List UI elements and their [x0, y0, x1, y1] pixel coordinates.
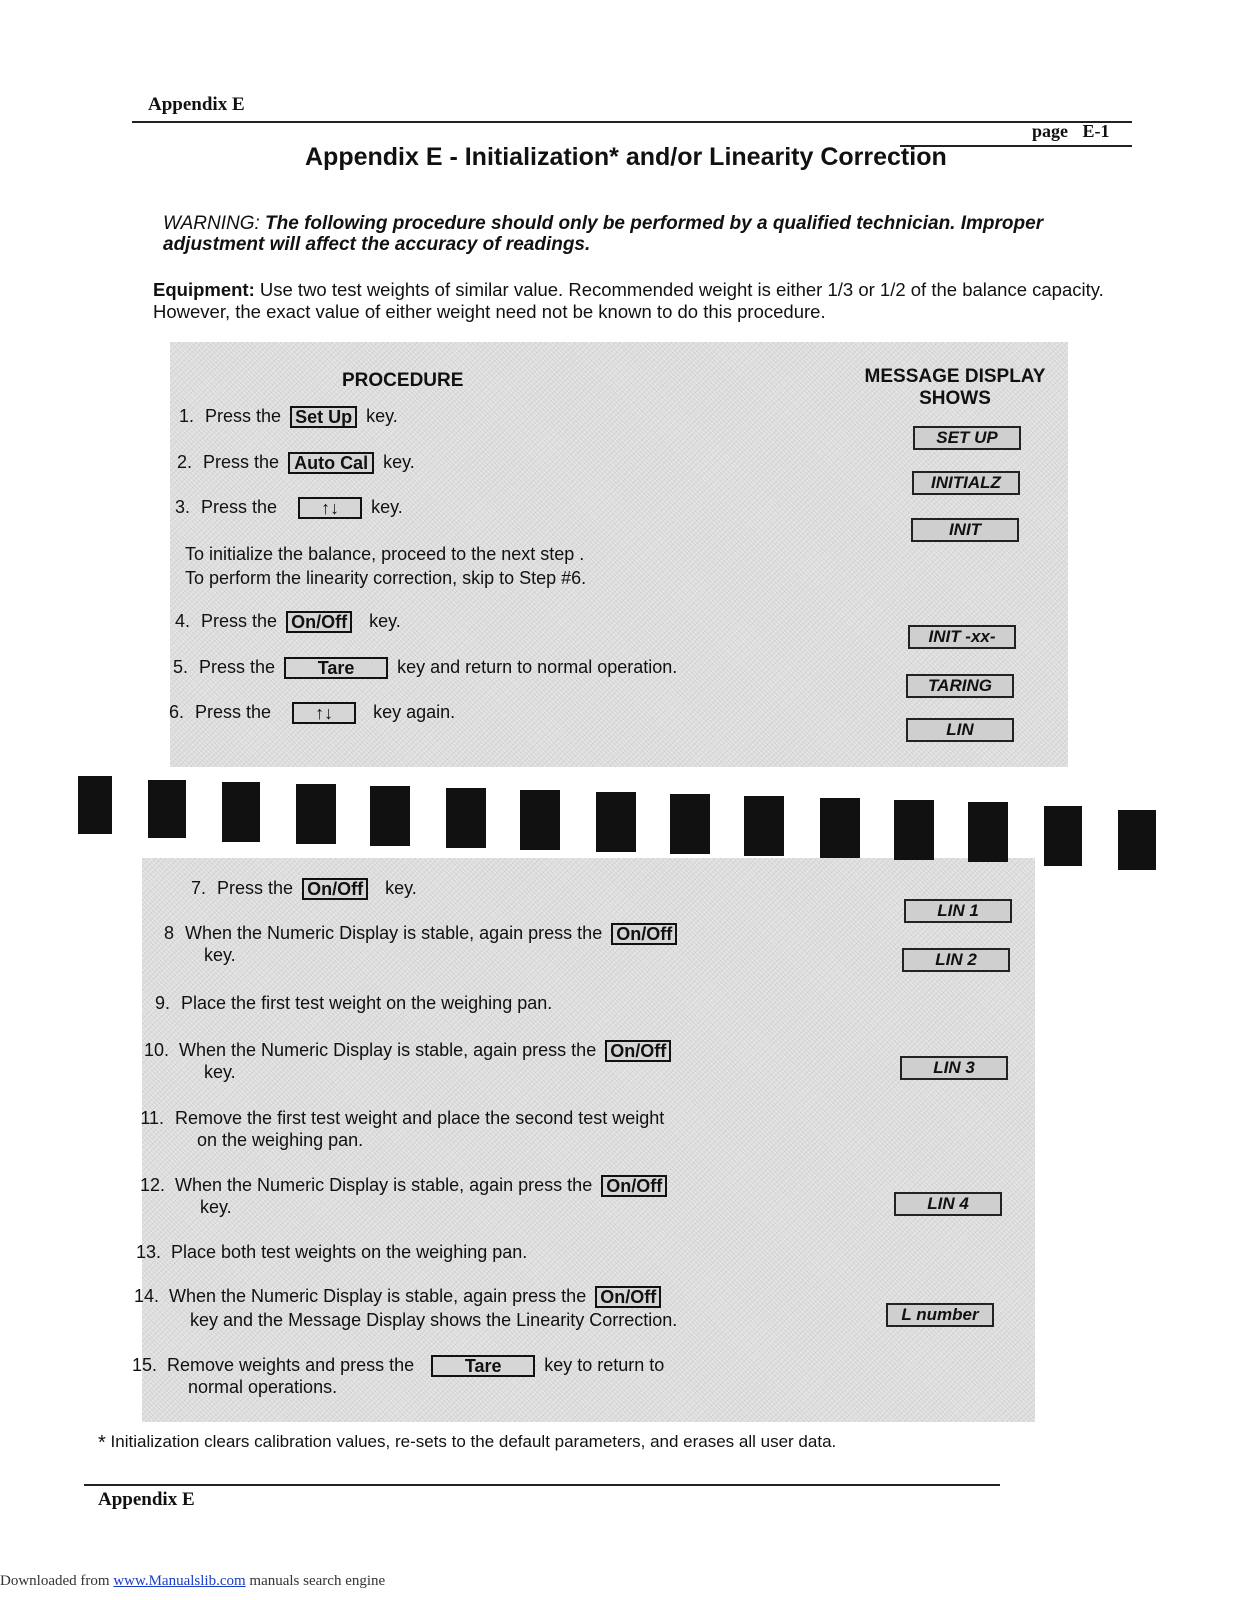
display-init: INIT [911, 518, 1019, 542]
display-taring: TARING [906, 674, 1014, 698]
step-text: Place the first test weight on the weighing pan. [181, 993, 553, 1013]
tare-key: Tare [431, 1355, 535, 1377]
step-10-continued: key. [204, 1062, 236, 1082]
step-number: 1. [178, 406, 194, 426]
step-number: 5. [172, 657, 188, 677]
step-15-continued: normal operations. [188, 1377, 338, 1397]
on-off-key: On/Off [286, 611, 352, 633]
step-text: Press the [199, 657, 276, 677]
step-11-continued: on the weighing pan. [197, 1130, 364, 1150]
scan-block [596, 792, 636, 852]
step-11 [140, 1108, 664, 1128]
step-9 [146, 993, 552, 1013]
step-text-post: key. [371, 497, 403, 517]
step-14-continued: key and the Message Display shows the Linearity Correction. [190, 1310, 678, 1330]
footnote [98, 1432, 836, 1455]
arrows-key: ↑↓ [298, 497, 362, 519]
step-6 [160, 702, 455, 724]
step-number: 7. [190, 878, 206, 898]
download-credit [0, 1573, 385, 1590]
on-off-key: On/Off [302, 878, 368, 900]
manualslib-link[interactable]: www.Manualslib.com [113, 1573, 246, 1589]
message-display-header [860, 366, 1050, 410]
step-text-post: key. [385, 878, 417, 898]
display-initialz: INITIALZ [912, 471, 1020, 495]
step-12 [140, 1175, 671, 1197]
scan-block [670, 794, 710, 854]
procedure-header: PROCEDURE [342, 370, 464, 391]
note-line-2: To perform the linearity correction, skip to Step #6. [185, 568, 587, 588]
equipment-label: Equipment: [153, 279, 255, 300]
step-text-post: key again. [373, 702, 456, 722]
step-13 [136, 1242, 527, 1262]
step-text: When the Numeric Display is stable, again press the [175, 1175, 593, 1195]
scan-block [968, 802, 1008, 862]
scan-block [296, 784, 336, 844]
step-12-continued: key. [200, 1197, 232, 1217]
tare-key: Tare [284, 657, 388, 679]
step-number: 15. [132, 1355, 158, 1375]
equipment-line-2: However, the exact value of either weight need not be known to do this procedure. [153, 301, 826, 322]
step-text: Press the [195, 702, 272, 722]
display-init-xx: INIT -xx- [908, 625, 1016, 649]
step-8 [150, 923, 681, 945]
scan-block [894, 800, 934, 860]
step-text: Remove weights and press the [167, 1355, 415, 1375]
equipment-text-1: Use two test weights of similar value. Recommended weight is either 1/3 or 1/2 of the balance capacity. [259, 279, 1104, 300]
display-lin-2: LIN 2 [902, 948, 1010, 972]
scan-block [370, 786, 410, 846]
equipment-line-1 [153, 279, 1104, 300]
step-number: 6. [168, 702, 184, 722]
display-lin: LIN [906, 718, 1014, 742]
footnote-text: Initialization clears calibration values, re-sets to the default parameters, and erases all user data. [110, 1432, 837, 1451]
scan-block [148, 780, 186, 838]
step-text: Press the [217, 878, 294, 898]
display-l-number: L number [886, 1303, 994, 1327]
step-5 [164, 657, 677, 679]
scan-block [820, 798, 860, 858]
step-text: Remove the first test weight and place the second test weight [175, 1108, 665, 1128]
on-off-key: On/Off [601, 1175, 667, 1197]
display-lin-3: LIN 3 [900, 1056, 1008, 1080]
step-text: Press the [201, 497, 278, 517]
step-8-continued: key. [204, 945, 236, 965]
set-up-key: Set Up [290, 406, 357, 428]
step-number: 14. [134, 1286, 160, 1306]
step-1 [170, 406, 398, 428]
step-3 [166, 497, 403, 519]
step-number: 2. [176, 452, 192, 472]
auto-cal-key: Auto Cal [288, 452, 374, 474]
step-number: 8 [163, 923, 174, 943]
step-text-post: key. [383, 452, 415, 472]
step-text: When the Numeric Display is stable, again press the [185, 923, 603, 943]
step-7 [182, 878, 417, 900]
page-number-value: E-1 [1082, 121, 1110, 141]
message-display-header-line-2: SHOWS [919, 388, 991, 409]
on-off-key: On/Off [595, 1286, 661, 1308]
step-text-post: key. [366, 406, 398, 426]
scan-block [1044, 806, 1082, 866]
scan-block [78, 776, 112, 834]
step-number: 3. [174, 497, 190, 517]
on-off-key: On/Off [611, 923, 677, 945]
display-lin-1: LIN 1 [904, 899, 1012, 923]
step-text-post: key and return to normal operation. [397, 657, 678, 677]
warning-label: WARNING: [163, 213, 260, 234]
page-label: page [1032, 121, 1068, 141]
running-foot: Appendix E [98, 1489, 195, 1510]
arrows-key: ↑↓ [292, 702, 356, 724]
step-number: 10. [144, 1040, 170, 1060]
display-lin-4: LIN 4 [894, 1192, 1002, 1216]
step-15 [132, 1355, 664, 1377]
step-text: When the Numeric Display is stable, again press the [179, 1040, 597, 1060]
step-10 [144, 1040, 675, 1062]
step-text: Place both test weights on the weighing pan. [171, 1242, 528, 1262]
step-text: Press the [203, 452, 280, 472]
step-4 [166, 611, 401, 633]
warning-text: The following procedure should only be performed by a qualified technician. Improper adjustment will affect the accuracy of readings. [163, 213, 1044, 255]
step-number: 13. [136, 1242, 162, 1262]
step-text-post: key to return to [544, 1355, 665, 1375]
note-line-1: To initialize the balance, proceed to the next step . [185, 544, 585, 564]
scan-block [1118, 810, 1156, 870]
step-text: When the Numeric Display is stable, again press the [169, 1286, 587, 1306]
on-off-key: On/Off [605, 1040, 671, 1062]
header-rule [132, 121, 1132, 123]
display-set-up: SET UP [913, 426, 1021, 450]
step-number: 9. [154, 993, 170, 1013]
scan-block [520, 790, 560, 850]
step-2 [168, 452, 415, 474]
message-display-header-line-1: MESSAGE DISPLAY [864, 366, 1046, 387]
warning-paragraph [163, 213, 1073, 255]
footer-rule [84, 1484, 1000, 1486]
scan-block [744, 796, 784, 856]
step-number: 11. [140, 1108, 164, 1128]
footnote-marker: * [98, 1432, 106, 1454]
step-text: Press the [201, 611, 278, 631]
scan-block [222, 782, 260, 842]
download-prefix: Downloaded from [0, 1573, 110, 1589]
scan-block [446, 788, 486, 848]
step-number: 4. [174, 611, 190, 631]
download-suffix: manuals search engine [249, 1573, 386, 1589]
step-text: Press the [205, 406, 282, 426]
step-14 [134, 1286, 665, 1308]
step-number: 12. [140, 1175, 166, 1195]
step-text-post: key. [369, 611, 401, 631]
running-head: Appendix E [148, 94, 245, 115]
page-number [1032, 121, 1110, 142]
page-title: Appendix E - Initialization* and/or Linearity Correction [305, 143, 947, 171]
